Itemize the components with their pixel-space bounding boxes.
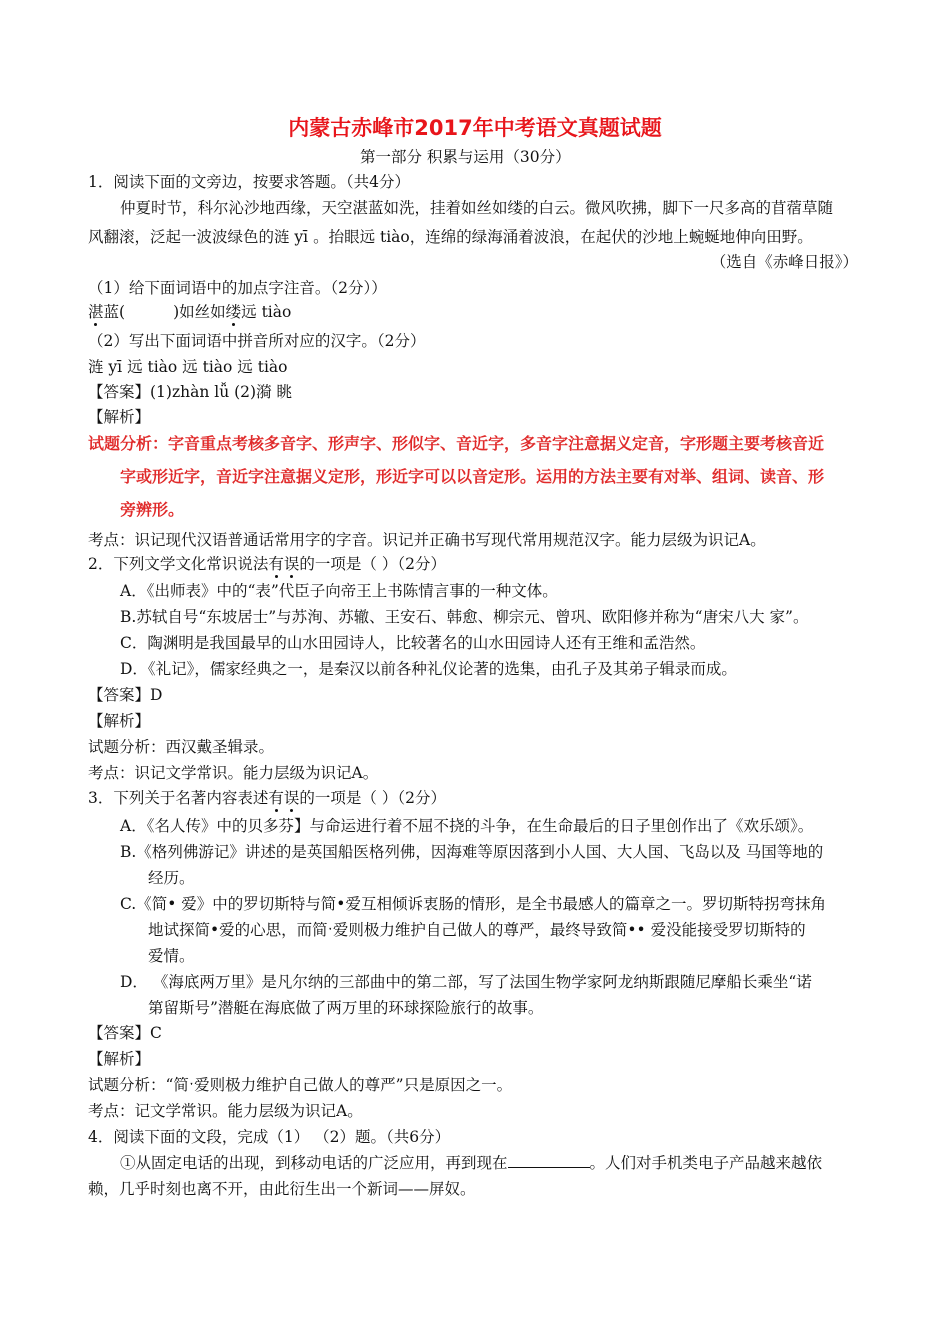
fill-blank (508, 1153, 590, 1168)
q1-analysis-line-3: 旁辨形。 (120, 500, 185, 519)
q3-option-d-line-1: D． 《海底两万里》是凡尔纳的三部曲中的第二部，写了法国生物学家阿龙纳斯跟随尼摩船长乘坐“诺 (120, 973, 812, 991)
q3-option-c-line-2: 地试探简•爱的心思，而简ˑ爱则极力维护自己做人的尊严，最终导致简•• 爱没能接受罗切斯特的 (148, 921, 806, 939)
q3-option-d-line-2: 第留斯号”潜艇在海底做了两万里的环球探险旅行的故事。 (148, 999, 544, 1017)
q2-stem: 2．下列文学文化常识说法有误的一项是（ ）（2分） (88, 555, 446, 573)
q3-option-b-line-2: 经历。 (148, 869, 195, 887)
dotted-char: 误 (283, 789, 300, 807)
q2-analysis-label: 【解析】 (88, 712, 151, 730)
q1-analysis-label: 【解析】 (88, 408, 151, 426)
q3-option-c-line-3: 爱情。 (148, 947, 195, 965)
dotted-char: 有 (268, 555, 284, 573)
q3-answer: 【答案】C (88, 1024, 162, 1042)
q2-analysis: 试题分析：西汉戴圣辑录。 (88, 738, 275, 756)
q2-option-b: B.苏轼自号“东坡居士”与苏洵、苏辙、王安石、韩愈、柳宗元、曾巩、欧阳修并称为“唐宋八大 家”。 (120, 608, 809, 626)
q1-sub2: （2）写出下面词语中拼音所对应的汉字。（2分） (88, 332, 426, 350)
q4-passage-line-1: ①从固定电话的出现，到移动电话的广泛应用，再到现在 。人们对手机类电子产品越来越依 (120, 1154, 823, 1172)
q1-passage-line-1: 仲夏时节，科尔沁沙地西缘，天空湛蓝如洗，挂着如丝如缕的白云。微风吹拂，脚下一尺多高的苜蓿草随 (120, 199, 834, 217)
q3-option-b-line-1: B.《格列佛游记》讲述的是英国船医格列佛，因海难等原因落到小人国、大人国、飞岛以及 马国等地的 (120, 843, 824, 861)
section-heading: 第一部分 积累与运用（30分） (360, 148, 571, 166)
q1-kaodian: 考点：识记现代汉语普通话常用字的字音。识记并正确书写现代常用规范汉字。能力层级为识记A。 (88, 531, 766, 549)
q1-sub1-items: 湛蓝( )如丝如缕远 tiào (88, 303, 292, 321)
page-title: 内蒙古赤峰市2017年中考语文真题试题 (288, 116, 662, 140)
q3-option-a: A．《名人传》中的贝多芬】与命运进行着不屈不挠的斗争，在生命最后的日子里创作出了《欢乐颂》。 (120, 817, 814, 835)
q1-answer: 【答案】(1)zhàn lǚ (2)漪 眺 (88, 383, 293, 401)
q1-analysis-line-2: 字或形近字，音近字注意据义定形，形近字可以以音定形。运用的方法主要有对举、组词、读音、形 (120, 467, 825, 486)
q3-kaodian: 考点：记文学常识。能力层级为识记A。 (88, 1102, 363, 1120)
dotted-char: 缕 (225, 303, 242, 321)
q3-analysis-label: 【解析】 (88, 1050, 151, 1068)
dotted-char: 湛 (88, 303, 104, 321)
q3-stem: 3．下列关于名著内容表述有误的一项是（ ）（2分） (88, 789, 446, 807)
q3-option-c-line-1: C.《简• 爱》中的罗切斯特与简•爱互相倾诉衷肠的情形，是全书最感人的篇章之一。罗切斯特拐弯抹角 (120, 895, 826, 913)
q1-passage-line-2: 风翻滚，泛起一波波绿色的涟 yī 。抬眼远 tiào，连绵的绿海涌着波浪，在起伏的沙地上蜿蜒地伸向田野。 (88, 228, 813, 246)
dotted-char: 有 (268, 789, 284, 807)
q4-stem: 4．阅读下面的文段，完成（1） （2）题。（共6分） (88, 1128, 451, 1146)
q2-option-d: D．《礼记》，儒家经典之一，是秦汉以前各种礼仪论著的选集，由孔子及其弟子辑录而成。 (120, 660, 737, 678)
q2-option-c: C．陶渊明是我国最早的山水田园诗人，比较著名的山水田园诗人还有王维和孟浩然。 (120, 634, 706, 652)
q4-passage-line-2: 赖，几乎时刻也离不开，由此衍生出一个新词——屏奴。 (88, 1180, 476, 1198)
q3-analysis: 试题分析：“简ˑ爱则极力维护自己做人的尊严”只是原因之一。 (88, 1076, 513, 1094)
dotted-char: 误 (283, 555, 300, 573)
q1-source: （选自《赤峰日报》） (710, 253, 858, 271)
q1-analysis-line-1: 试题分析：字音重点考核多音字、形声字、形似字、音近字，多音字注意据义定音，字形题主要考核音近 (88, 434, 825, 453)
q2-answer: 【答案】D (88, 686, 163, 704)
q1-stem: 1．阅读下面的文旁边，按要求答题。（共4分） (88, 173, 410, 191)
q2-kaodian: 考点：识记文学常识。能力层级为识记A。 (88, 764, 379, 782)
q2-option-a: A．《出师表》中的“表”代臣子向帝王上书陈情言事的一种文体。 (120, 582, 558, 600)
q1-sub1: （1）给下面词语中的加点字注音。（2分）） (88, 279, 387, 297)
q1-sub2-items: 涟 yī 远 tiào 远 tiào 远 tiào (88, 358, 288, 376)
